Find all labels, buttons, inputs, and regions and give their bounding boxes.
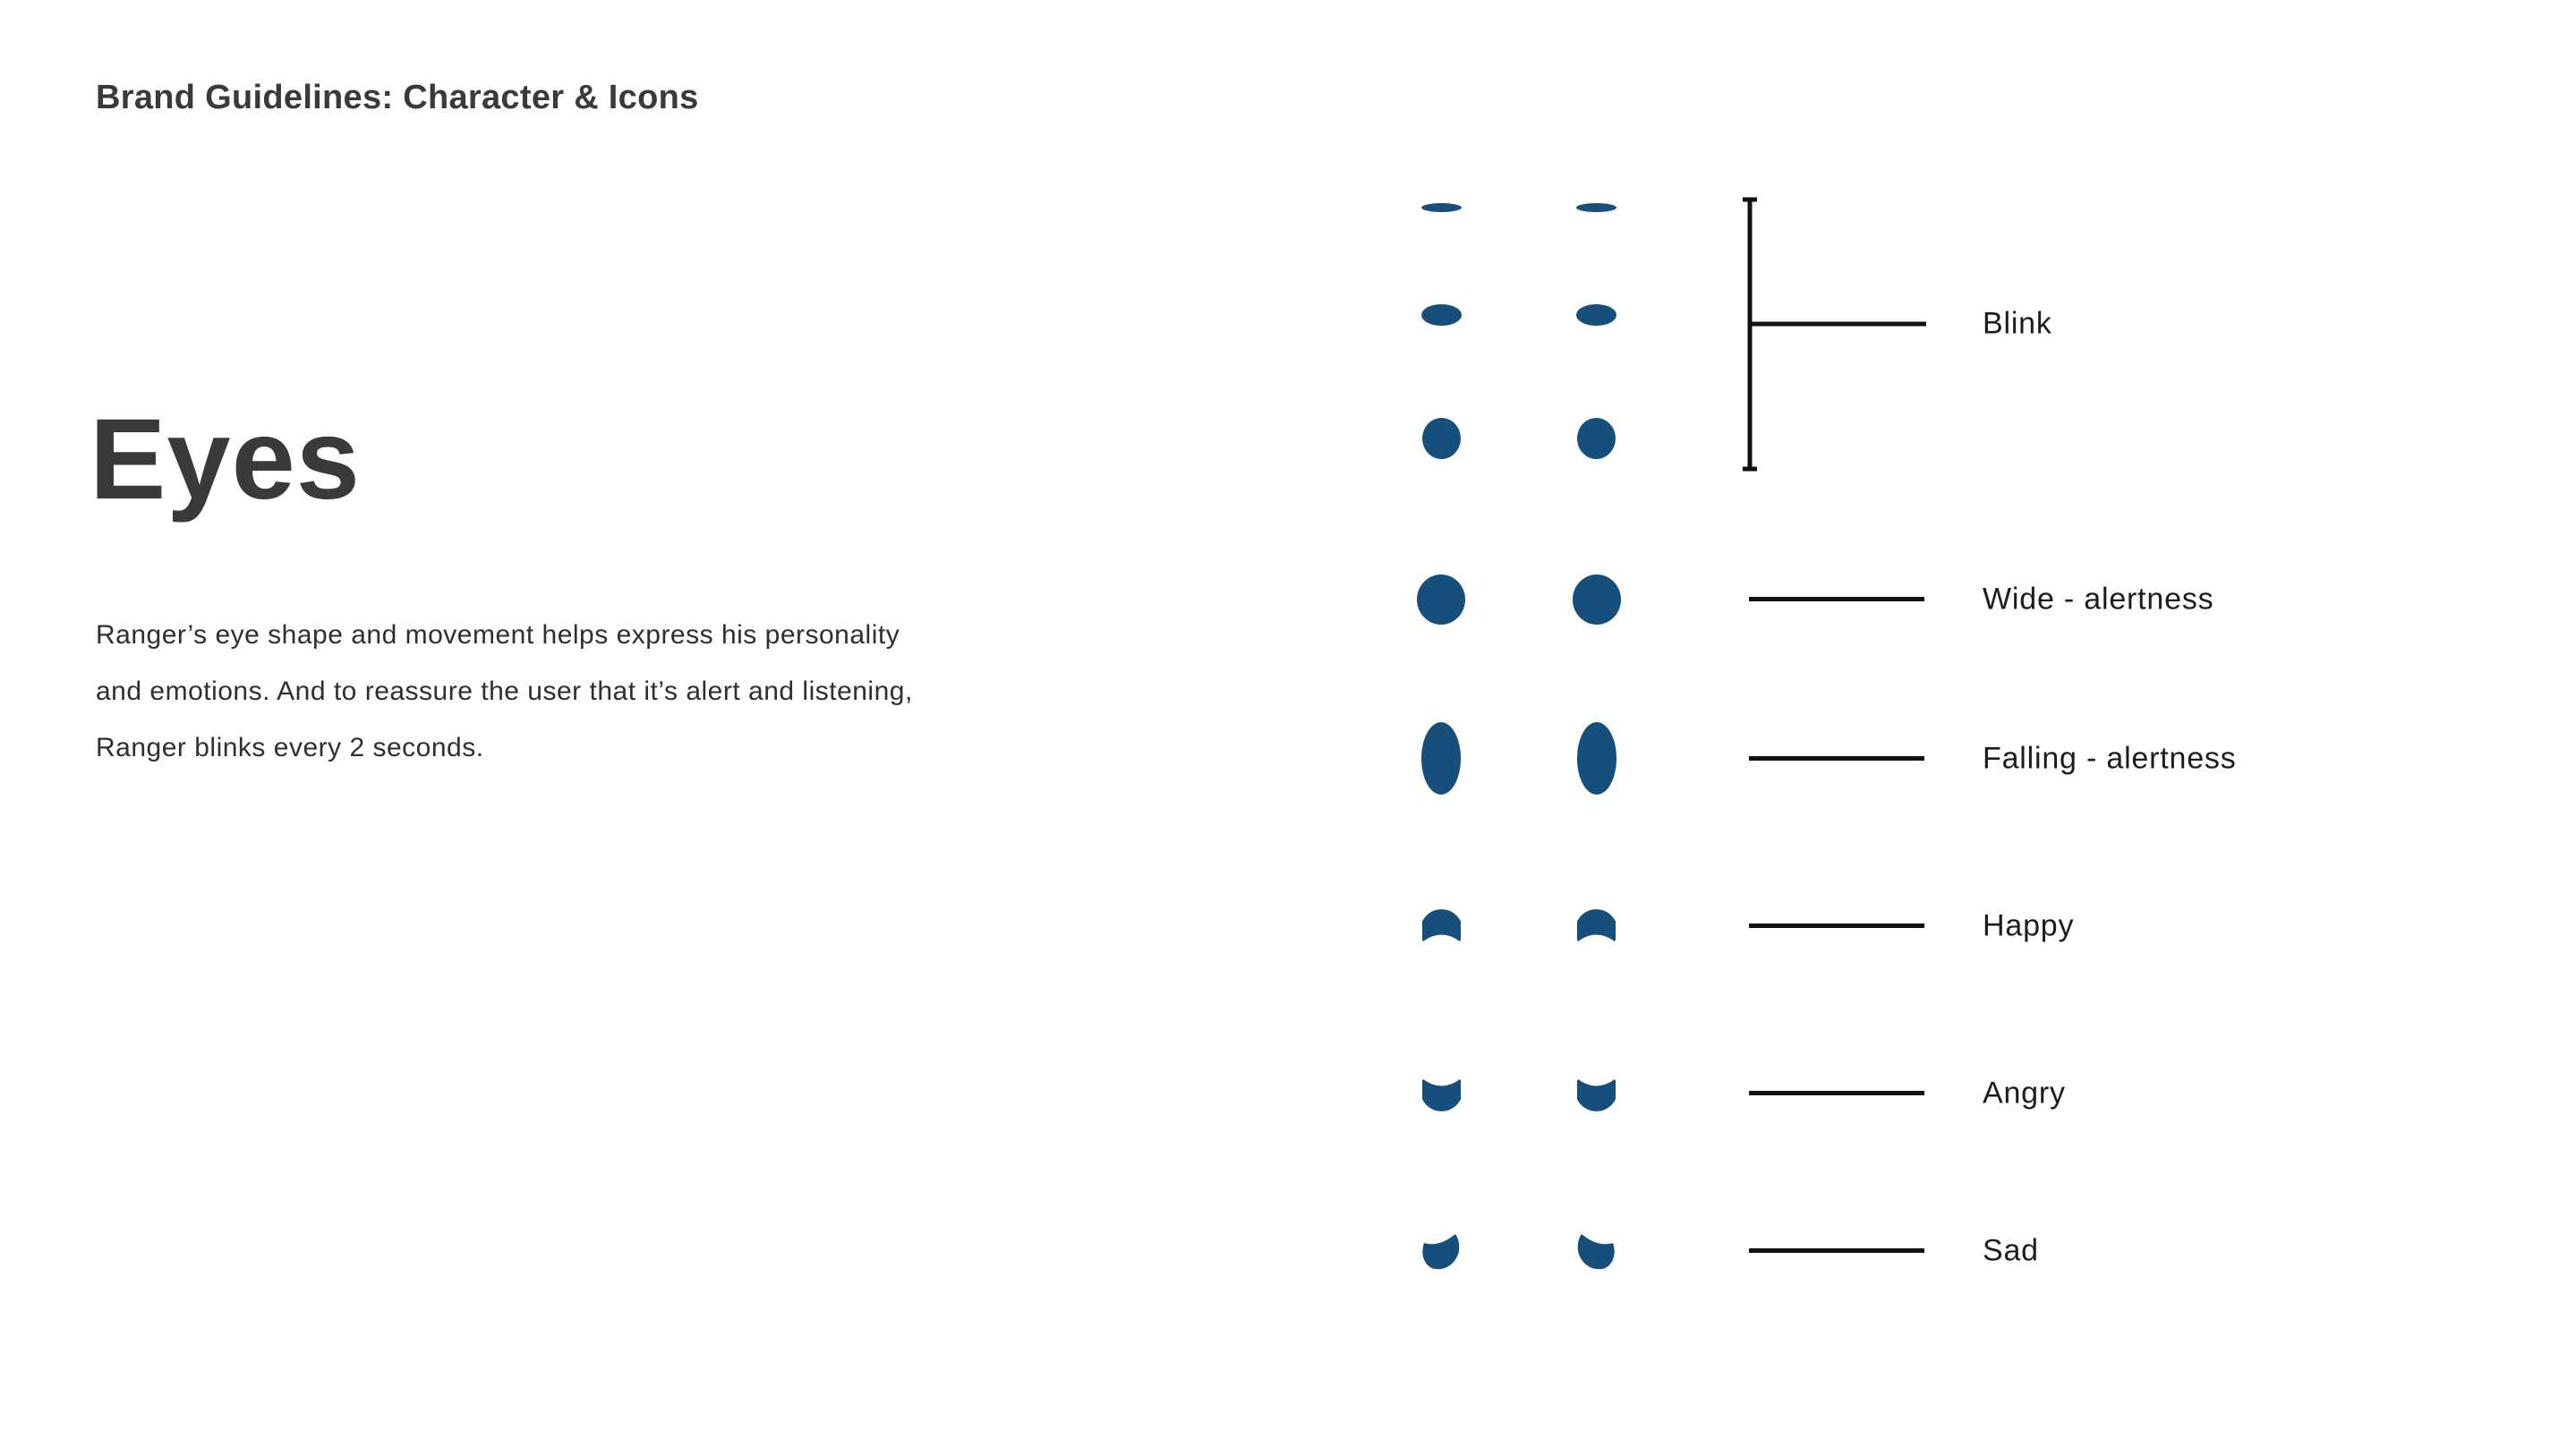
sad-eye-left-icon <box>1420 1233 1461 1271</box>
sad-eye-right-icon <box>1576 1233 1616 1271</box>
intro-line-1: Ranger’s eye shape and movement helps express his personality <box>96 620 900 650</box>
label-connector-line <box>1749 1091 1924 1095</box>
eye-open-circle-left-icon <box>1422 418 1461 459</box>
eye-half-open-right-icon <box>1576 304 1616 326</box>
label-connector-line <box>1749 924 1924 928</box>
label-connector-line <box>1749 756 1924 761</box>
eye-closed-slit-right-icon <box>1576 203 1616 212</box>
label-angry: Angry <box>1983 1076 2066 1111</box>
label-happy: Happy <box>1983 908 2075 943</box>
happy-eye-right-icon <box>1577 909 1616 943</box>
intro-line-2: and emotions. And to reassure the user that it’s alert and listening, <box>96 677 913 706</box>
intro-paragraph <box>96 607 913 776</box>
eye-closed-slit-left-icon <box>1421 203 1462 212</box>
falling-eye-right-icon <box>1577 722 1616 795</box>
document-header: Brand Guidelines: Character & Icons <box>96 79 699 116</box>
angry-eye-right-icon <box>1577 1076 1616 1111</box>
eye-open-circle-right-icon <box>1577 418 1616 459</box>
label-falling: Falling - alertness <box>1983 741 2237 776</box>
angry-eye-left-icon <box>1422 1076 1461 1111</box>
blink-bracket <box>1743 197 1931 474</box>
page-title: Eyes <box>90 396 361 523</box>
label-connector-line <box>1749 597 1924 601</box>
label-connector-line <box>1749 1248 1924 1253</box>
label-wide: Wide - alertness <box>1983 582 2214 617</box>
happy-eye-left-icon <box>1422 909 1461 943</box>
eye-half-open-left-icon <box>1421 304 1462 326</box>
label-blink: Blink <box>1983 306 2052 341</box>
wide-eye-left-icon <box>1417 575 1465 625</box>
wide-eye-right-icon <box>1573 575 1621 625</box>
falling-eye-left-icon <box>1421 722 1461 795</box>
label-sad: Sad <box>1983 1233 2039 1268</box>
intro-line-3: Ranger blinks every 2 seconds. <box>96 733 484 762</box>
